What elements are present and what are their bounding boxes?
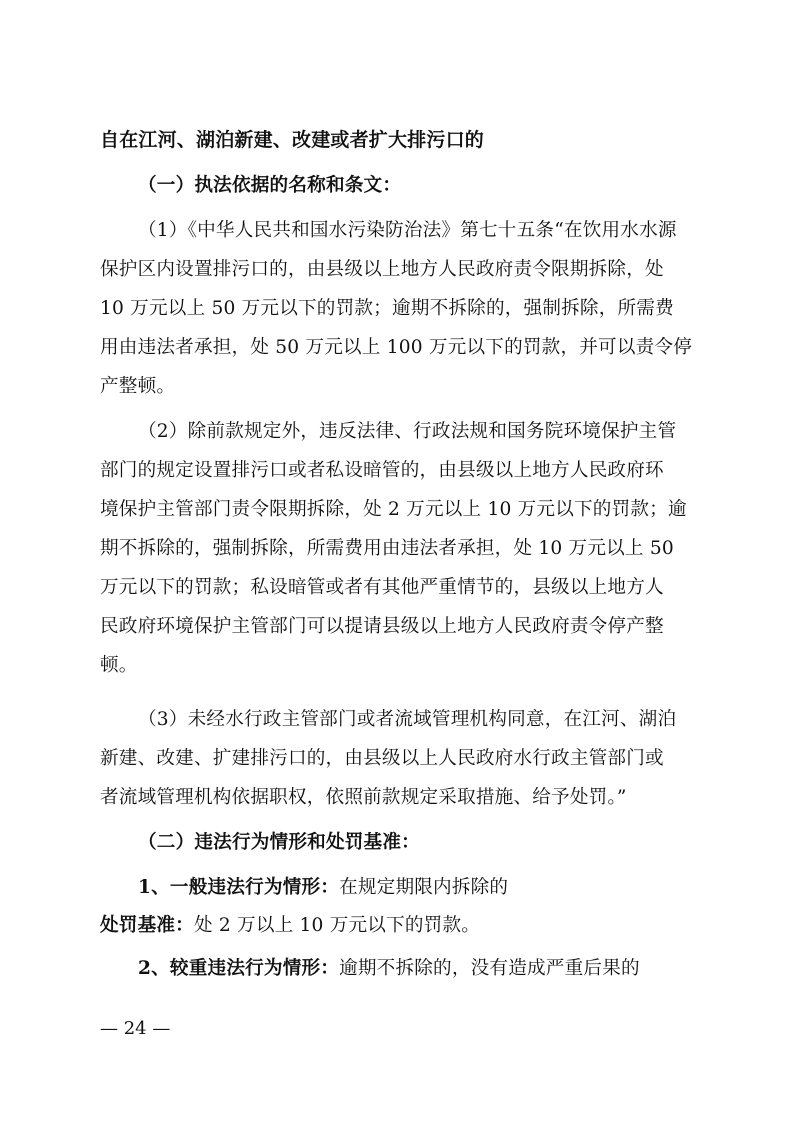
para1-line-5: 产整顿。 bbox=[100, 376, 176, 397]
para2-line-1: （2）除前款规定外，违反法律、行政法规和国务院环境保护主管 bbox=[138, 421, 677, 442]
para3-line-3: 者流域管理机构依据职权，依照前款规定采取措施、给予处罚。” bbox=[100, 787, 627, 808]
para2-line-6: 民政府环境保护主管部门可以提请县级以上地方人民政府责令停产整 bbox=[100, 616, 664, 637]
general-violation-label: 1、一般违法行为情形： bbox=[138, 877, 340, 898]
serious-violation-text: 逾期不拆除的，没有造成严重后果的 bbox=[339, 958, 640, 979]
para2-line-2: 部门的规定设置排污口或者私设暗管的，由县级以上地方人民政府环 bbox=[100, 460, 664, 481]
para2-line-4: 期不拆除的，强制拆除，所需费用由违法者承担，处 10 万元以上 50 bbox=[100, 538, 674, 559]
para1-line-2: 保护区内设置排污口的，由县级以上地方人民政府责令限期拆除，处 bbox=[100, 259, 664, 280]
section-heading-penalty-standard: （二）违法行为情形和处罚基准： bbox=[138, 832, 420, 853]
para2-line-7: 顿。 bbox=[100, 655, 138, 676]
para1-line-1: （1）《中华人民共和国水污染防治法》第七十五条“在饮用水水源 bbox=[138, 220, 677, 241]
para2-line-5: 万元以下的罚款；私设暗管或者有其他严重情节的，县级以上地方人 bbox=[100, 577, 664, 598]
para1-line-3: 10 万元以上 50 万元以下的罚款；逾期不拆除的，强制拆除，所需费 bbox=[100, 298, 674, 319]
page-title: 自在江河、湖泊新建、改建或者扩大排污口的 bbox=[100, 129, 485, 151]
para1-line-4: 用由违法者承担，处 50 万元以上 100 万元以下的罚款，并可以责令停 bbox=[100, 337, 693, 358]
general-violation-line bbox=[138, 876, 508, 900]
para3-line-2: 新建、改建、扩建排污口的，由县级以上人民政府水行政主管部门或 bbox=[100, 748, 664, 769]
para2-line-3: 境保护主管部门责令限期拆除，处 2 万元以上 10 万元以下的罚款；逾 bbox=[100, 499, 687, 520]
serious-violation-label: 2、较重违法行为情形： bbox=[138, 958, 340, 979]
section-heading-legal-basis: （一）执法依据的名称和条文： bbox=[138, 175, 402, 196]
general-violation-text: 在规定期限内拆除的 bbox=[339, 877, 509, 898]
page-number: — 24 — bbox=[100, 1018, 171, 1039]
penalty-standard-text: 处 2 万以上 10 万元以下的罚款。 bbox=[193, 915, 481, 936]
serious-violation-line bbox=[138, 957, 640, 981]
penalty-standard-label: 处罚基准： bbox=[100, 915, 194, 936]
para3-line-1: （3）未经水行政主管部门或者流域管理机构同意，在江河、湖泊 bbox=[138, 709, 677, 730]
penalty-standard-line bbox=[100, 914, 480, 938]
